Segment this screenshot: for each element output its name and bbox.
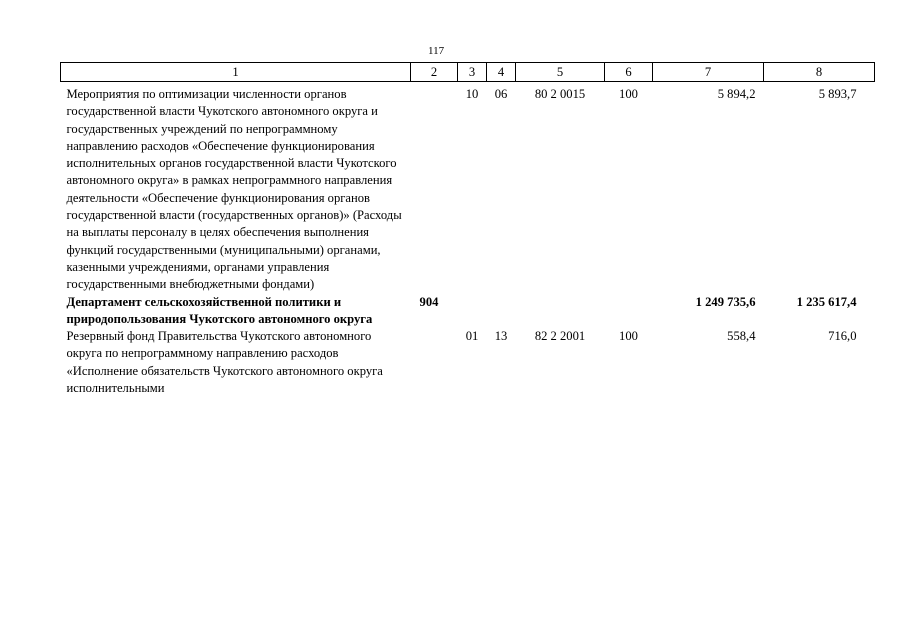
row-target: 82 2 2001 [534,329,586,344]
budget-table [60,62,875,397]
header-row [61,63,875,82]
row-name: Резервный фонд Правительства Чукотского автономного округа по непрограммному направлению расходов «Исполнение обязательств Чукотского автономного округа исполнительными [66,329,383,396]
row-amount-1: 558,4 [727,329,756,344]
header-col-3: 3 [458,63,487,82]
row-amount-2: 1 235 617,4 [796,294,857,309]
row-type: 100 [619,87,638,101]
table-row [61,82,875,294]
row-section [458,294,487,329]
table-row [61,328,875,397]
table-row [61,294,875,329]
row-name: Мероприятия по оптимизации численности органов государственной власти Чукотского автономного округа и государственных учреждений по непрограммному направлению расходов «Обеспечение функционирования исполнительных органов государственной власти Чукотского автономного округа» в рамках непрограммного направления деятельности «Обеспечение функционирования органов государственной власти (государственных органов)» (Расходы на выплаты персоналу в целях обеспечения выполнения функций государственными (муниципальными) органами, казенными учреждениями, органами управления государственными внебюджетными фондами) [66,87,402,292]
row-amount-2: 5 893,7 [818,87,857,101]
row-target: 80 2 0015 [534,87,586,101]
row-dept-code: 904 [419,294,439,309]
row-type: 100 [619,329,638,344]
row-amount-2: 716,0 [828,329,857,344]
row-dept-code [411,328,458,397]
row-section: 01 [465,329,479,344]
table-header [61,63,875,82]
row-target [516,294,605,329]
header-col-5: 5 [516,63,605,82]
header-col-1: 1 [61,63,411,82]
header-col-7: 7 [653,63,764,82]
page-number: 117 [428,45,445,57]
row-amount-1: 5 894,2 [717,87,756,101]
header-col-6: 6 [605,63,653,82]
header-col-8: 8 [764,63,875,82]
row-subsection [487,294,516,329]
row-name: Департамент сельскохозяйственной политики и природопользования Чукотского автономного округа [66,294,373,326]
row-dept-code [411,82,458,294]
row-section: 10 [465,87,479,101]
header-col-2: 2 [411,63,458,82]
row-type [605,294,653,329]
row-subsection: 13 [494,329,508,344]
row-amount-1: 1 249 735,6 [695,294,756,309]
row-subsection: 06 [494,87,508,101]
header-col-4: 4 [487,63,516,82]
